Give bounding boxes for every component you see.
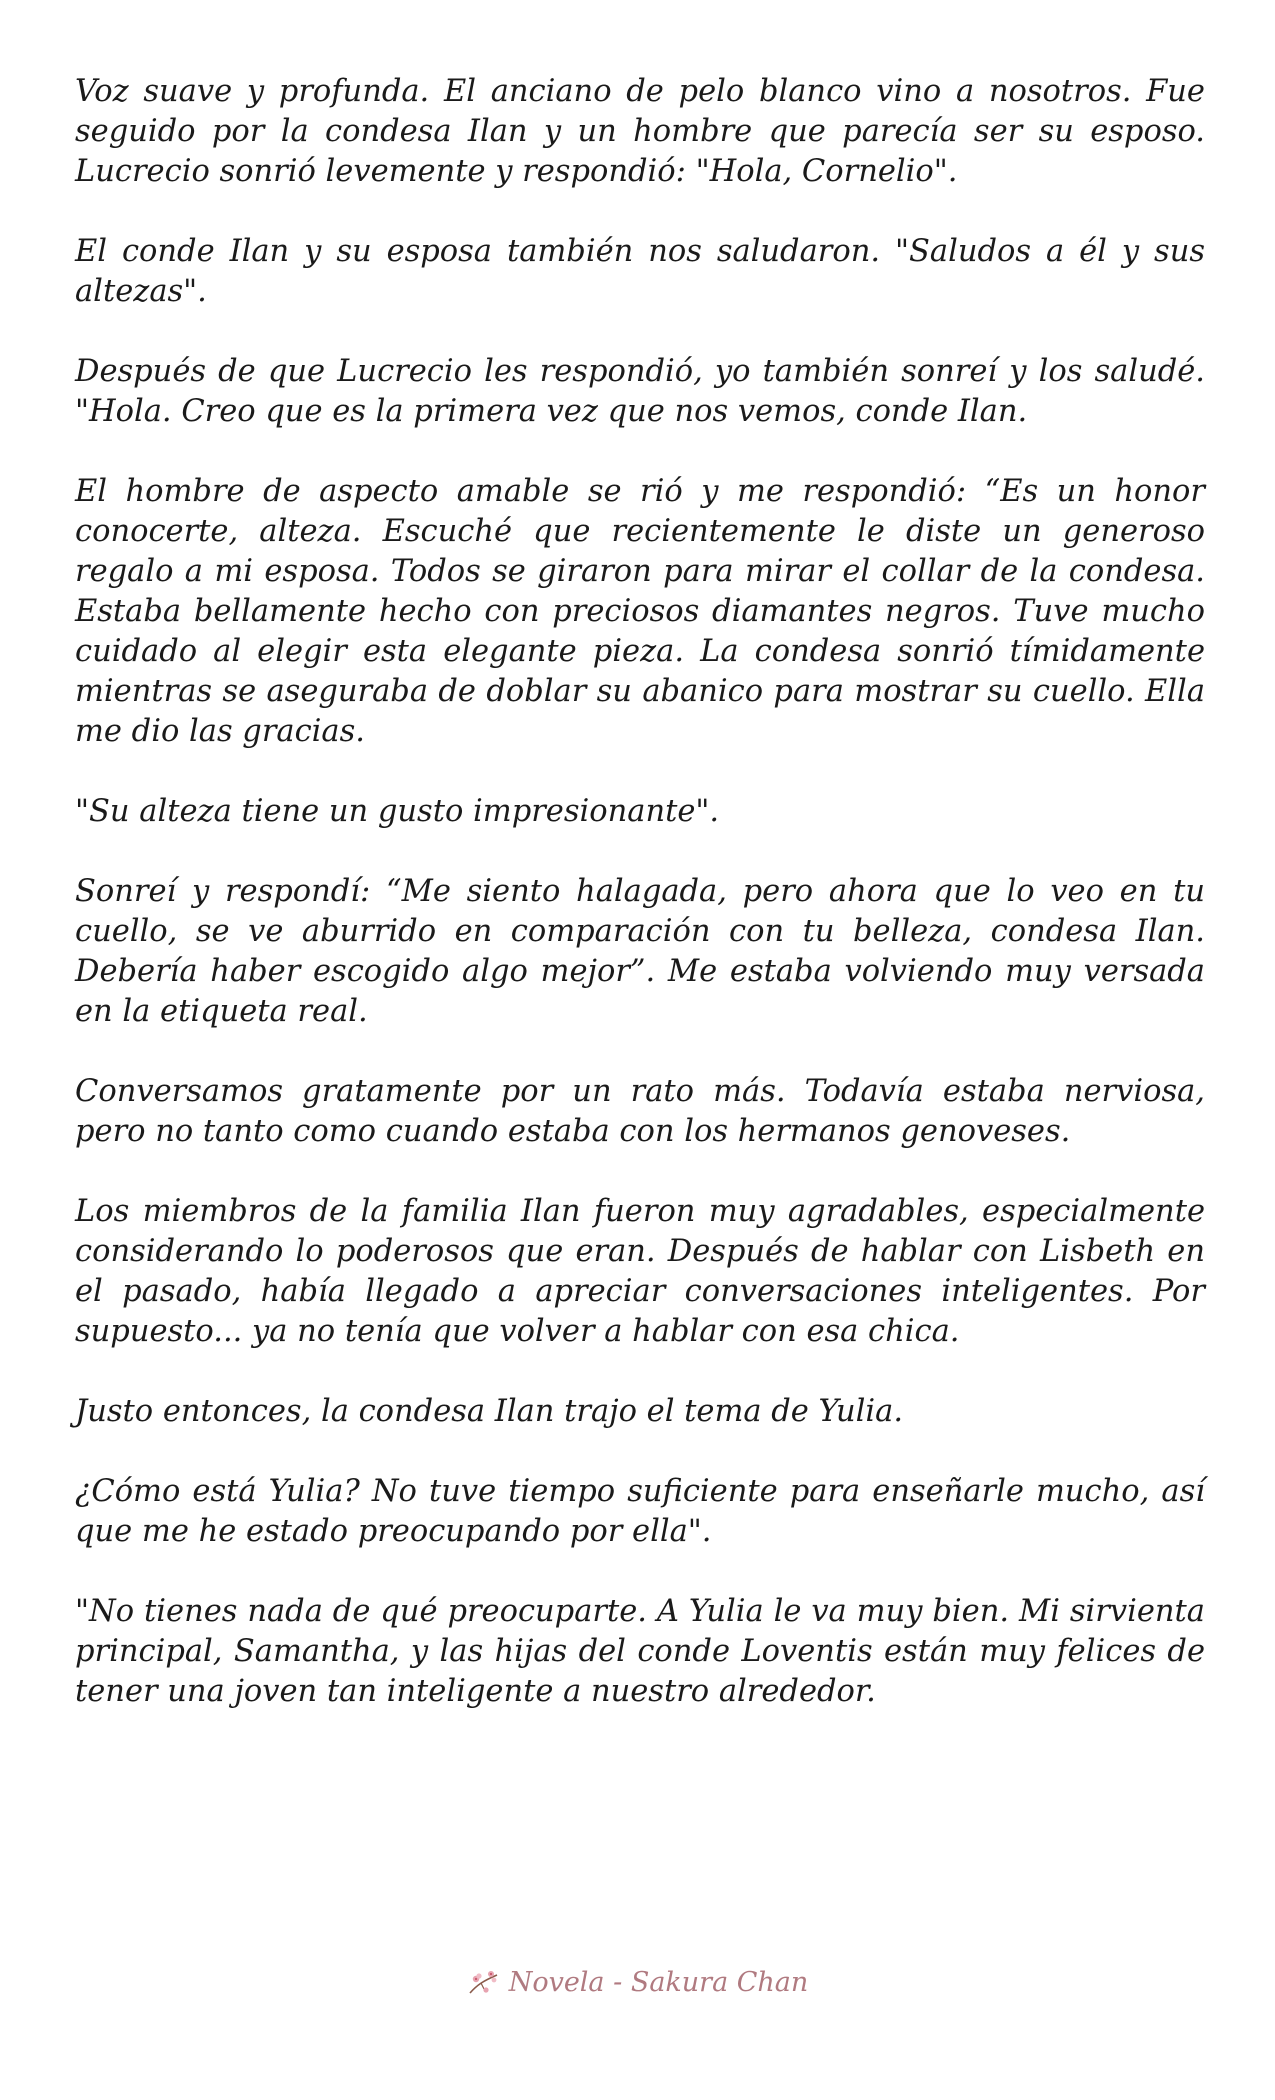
paragraph-11: "No tienes nada de qué preocuparte. A Yulia le va muy bien. Mi sirvienta principal, Samantha, y las hijas del conde Loventis están muy felices de tener una joven tan inteligente a nuestro alrededor. xyxy=(75,1594,1205,1709)
paragraph-9: Justo entonces, la condesa Ilan trajo el tema de Yulia. xyxy=(75,1394,904,1429)
paragraph-6: Sonreí y respondí: “Me siento halagada, pero ahora que lo veo en tu cuello, se ve aburrido en comparación con tu belleza, condesa Ilan. Debería haber escogido algo mejor”. Me estaba volviendo muy versada en la etiqueta real. xyxy=(75,874,1205,1029)
paragraph-2: El conde Ilan y su esposa también nos saludaron. "Saludos a él y sus altezas". xyxy=(75,234,1205,309)
paragraph-7: Conversamos gratamente por un rato más. Todavía estaba nerviosa, pero no tanto como cuando estaba con los hermanos genoveses. xyxy=(75,1074,1205,1149)
paragraph-3: Después de que Lucrecio les respondió, yo también sonreí y los saludé. "Hola. Creo que es la primera vez que nos vemos, conde Ilan. xyxy=(75,354,1205,429)
watermark xyxy=(0,1967,1275,1998)
document-body xyxy=(75,72,1205,1752)
cherry-blossom-icon xyxy=(467,1969,501,1997)
paragraph-1: Voz suave y profunda. El anciano de pelo blanco vino a nosotros. Fue seguido por la condesa Ilan y un hombre que parecía ser su esposo. Lucrecio sonrió levemente y respondió: "Hola, Cornelio". xyxy=(75,74,1205,189)
paragraph-5: "Su alteza tiene un gusto impresionante". xyxy=(75,794,720,829)
paragraph-10: ¿Cómo está Yulia? No tuve tiempo suficiente para enseñarle mucho, así que me he estado preocupando por ella". xyxy=(75,1474,1205,1549)
watermark-text: Novela - Sakura Chan xyxy=(508,1967,809,1998)
paragraph-8: Los miembros de la familia Ilan fueron muy agradables, especialmente considerando lo poderosos que eran. Después de hablar con Lisbeth en el pasado, había llegado a apreciar conversaciones inteligentes. Por supuesto... ya no tenía que volver a hablar con esa chica. xyxy=(75,1194,1205,1349)
paragraph-4: El hombre de aspecto amable se rió y me respondió: “Es un honor conocerte, alteza. Escuché que recientemente le diste un generoso regalo a mi esposa. Todos se giraron para mirar el collar de la condesa. Estaba bellamente hecho con preciosos diamantes negros. Tuve mucho cuidado al elegir esta elegante pieza. La condesa sonrió tímidamente mientras se aseguraba de doblar su abanico para mostrar su cuello. Ella me dio las gracias. xyxy=(75,474,1205,749)
